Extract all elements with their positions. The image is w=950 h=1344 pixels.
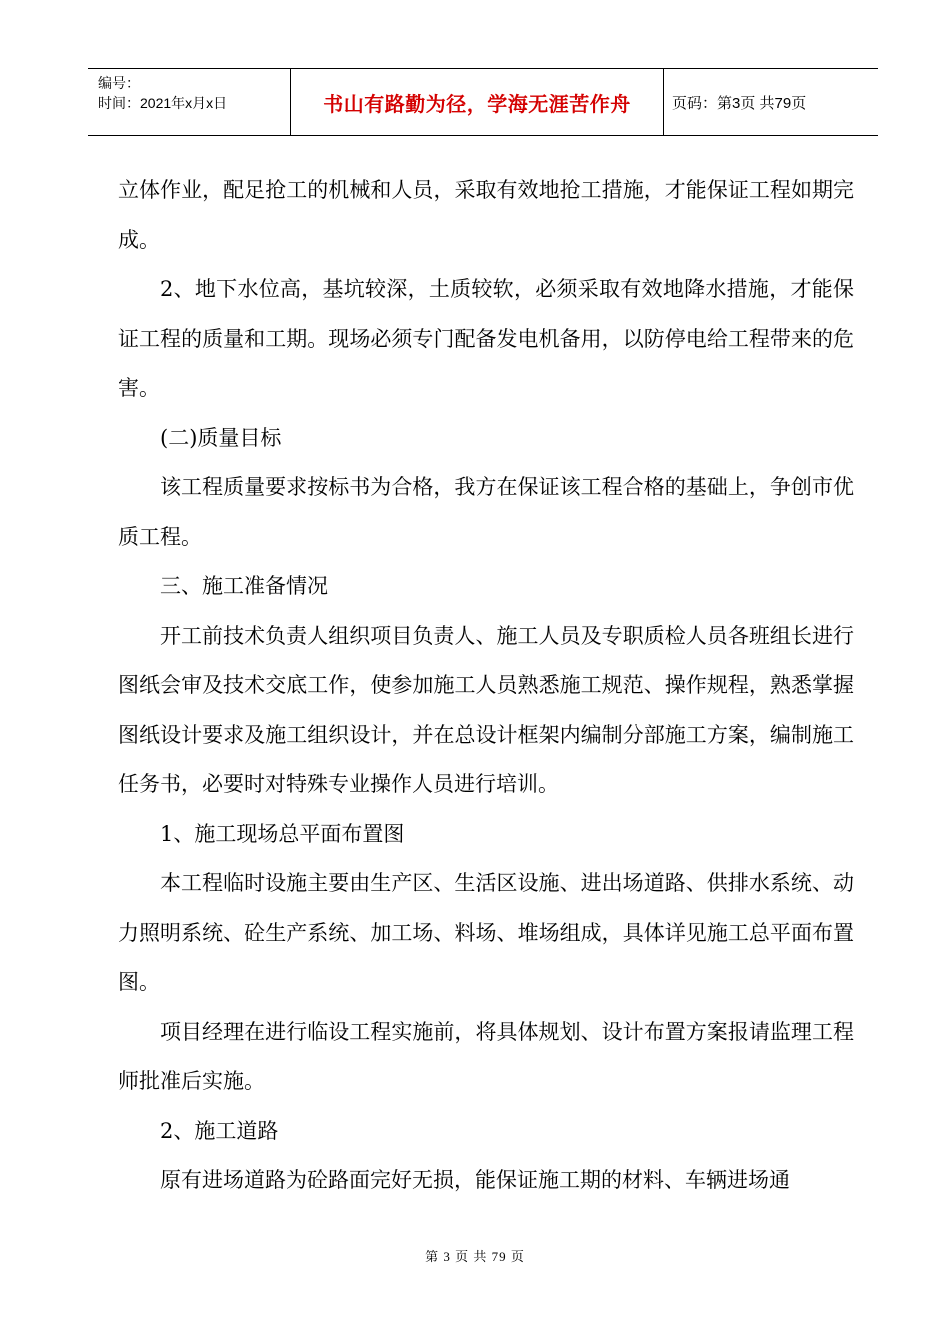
section-heading: 三、施工准备情况: [160, 574, 328, 598]
header-meta: [88, 69, 290, 135]
section-heading: (二)质量目标: [160, 425, 282, 450]
header-motto: 书山有路勤为径，学海无涯苦作舟: [323, 91, 631, 116]
paragraph: 该工程质量要求按标书为合格，我方在保证该工程合格的基础上，争创市优质工程。: [118, 475, 854, 549]
document-body: [118, 166, 854, 1206]
paragraph: 原有进场道路为砼路面完好无损，能保证施工期的材料、车辆进场通: [160, 1168, 790, 1192]
paragraph: 开工前技术负责人组织项目负责人、施工人员及专职质检人员各班组长进行图纸会审及技术交底工作，使参加施工人员熟悉施工规范、操作规程，熟悉掌握图纸设计要求及施工组织设计，并在总设计框架内编制分部施工方案，编制施工任务书，必要时对特殊专业操作人员进行培训。: [118, 623, 854, 796]
document-number-label: 编号：: [98, 75, 140, 91]
paragraph: 立体作业，配足抢工的机械和人员，采取有效地抢工措施，才能保证工程如期完成。: [118, 178, 854, 252]
paragraph: 2、地下水位高，基坑较深，土质较软，必须采取有效地降水措施，才能保证工程的质量和工期。现场必须专门配备发电机备用，以防停电给工程带来的危害。: [118, 277, 854, 400]
paragraph: 项目经理在进行临设工程实施前，将具体规划、设计布置方案报请监理工程师批准后实施。: [118, 1019, 854, 1093]
header-page-number: 页码：第3页 共79页: [672, 94, 807, 112]
paragraph: 本工程临时设施主要由生产区、生活区设施、进出场道路、供排水系统、动力照明系统、砼生产系统、加工场、料场、堆场组成，具体详见施工总平面布置图。: [118, 871, 854, 994]
section-heading: 2、施工道路: [160, 1118, 279, 1143]
header-page-cell: [664, 69, 878, 135]
page-footer: 第 3 页 共 79 页: [425, 1249, 525, 1264]
header-motto-cell: [290, 69, 664, 135]
section-heading: 1、施工现场总平面布置图: [160, 821, 405, 846]
document-date: 时间：2021年x月x日: [98, 95, 228, 111]
document-header: [88, 68, 878, 136]
